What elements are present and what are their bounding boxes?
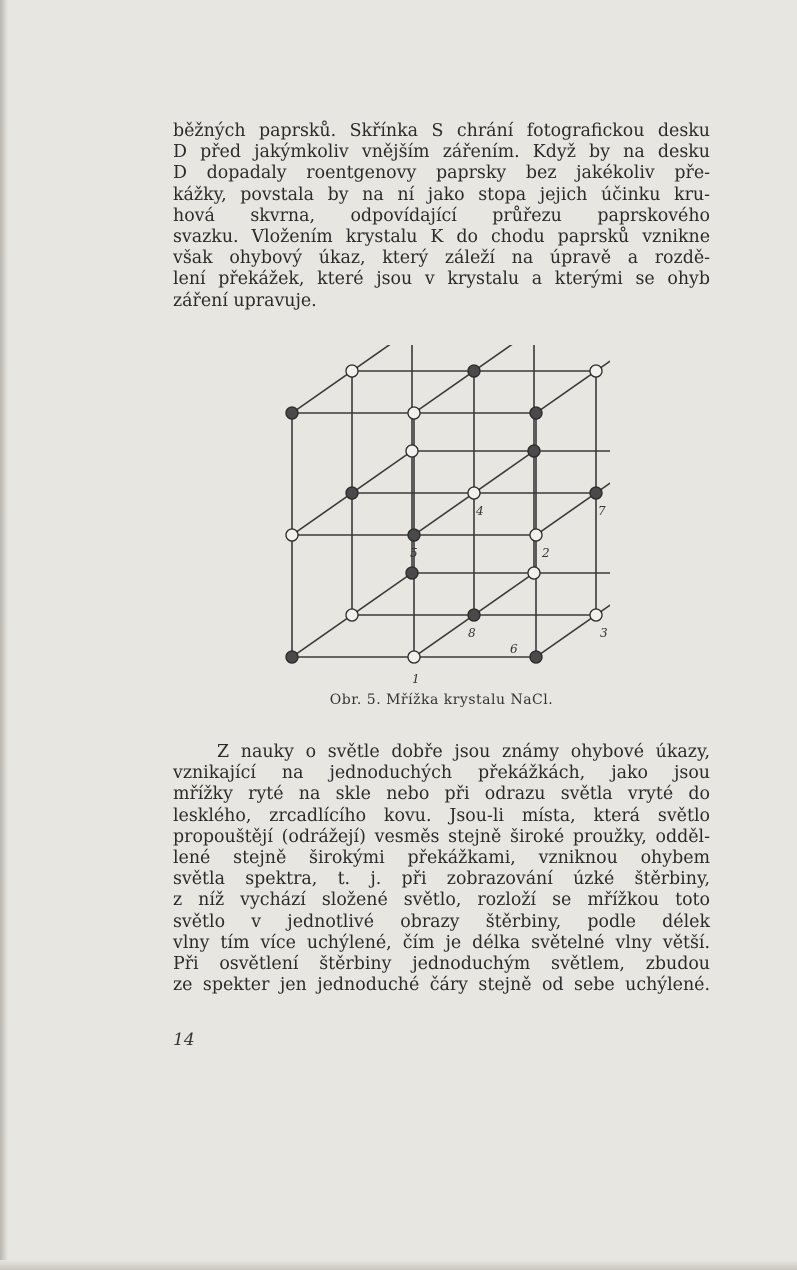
chlorine-atom: [590, 609, 602, 621]
chlorine-atom: [406, 445, 418, 457]
lattice-edge: [292, 615, 352, 657]
text-line: lené stejně širokými překážkami, vzniknou ohybem: [173, 848, 710, 869]
lattice-edge: [414, 615, 474, 657]
lattice-edge: [414, 371, 474, 413]
chlorine-atom: [286, 529, 298, 541]
text-line: mřížky ryté na skle nebo při odrazu světla vryté do: [173, 784, 710, 805]
lattice-lines: [292, 345, 610, 657]
text-line: z níž vychází složené světlo, rozloží se mřížkou toto: [173, 890, 710, 911]
sodium-atom: [286, 407, 298, 419]
lattice-edge: [474, 451, 534, 493]
lattice-edge: [292, 371, 352, 413]
nacl-lattice-figure: [280, 345, 610, 685]
atom-label: 4: [476, 504, 484, 518]
chlorine-atom: [468, 487, 480, 499]
atom-label: 3: [600, 626, 608, 640]
sodium-atom: [406, 567, 418, 579]
lattice-edge: [536, 371, 596, 413]
text-line: záření upravuje.: [173, 290, 317, 311]
atom-label: 8: [468, 626, 476, 640]
sodium-atom: [286, 651, 298, 663]
text-line: vlny tím více uchýlené, čím je délka světelné vlny větší.: [173, 932, 710, 953]
text-line: hová skvrna, odpovídající průřezu paprskového: [173, 205, 710, 226]
sodium-atom: [346, 487, 358, 499]
sodium-atom: [590, 487, 602, 499]
text-line: lesklého, zrcadlícího kovu. Jsou-li místa, která světlo: [173, 805, 710, 826]
text-line: propouštějí (odrážejí) vesměs stejně široké proužky, odděl-: [173, 826, 710, 847]
text-line: kážky, povstala by na ní jako stopa jejich účinku kru-: [173, 184, 710, 205]
lattice-edge: [352, 345, 412, 371]
text-line: D dopadaly roentgenovy paprsky bez jakékoliv pře-: [173, 163, 710, 184]
paragraph-2: [173, 742, 710, 996]
atom-label: 2: [542, 546, 550, 560]
paragraph-1: [173, 121, 710, 312]
text-line: Z nauky o světle dobře jsou známy ohybové úkazy,: [217, 742, 710, 762]
sodium-atom: [530, 407, 542, 419]
text-line: Při osvětlení štěrbiny jednoduchým světlem, zbudou: [173, 954, 710, 975]
chlorine-atom: [346, 609, 358, 621]
text-line: běžných paprsků. Skřínka S chrání fotografickou desku: [173, 121, 710, 141]
text-line: však ohybový úkaz, který záleží na úpravě a rozdě-: [173, 248, 710, 269]
page-edge-bottom: [0, 1260, 797, 1270]
sodium-atom: [408, 529, 420, 541]
chlorine-atom: [530, 529, 542, 541]
lattice-edge: [352, 451, 412, 493]
text-line: lení překážek, které jsou v krystalu a kterými se ohyb: [173, 269, 710, 290]
page-edge: [0, 0, 8, 1270]
chlorine-atom: [346, 365, 358, 377]
text-line: svazku. Vložením krystalu K do chodu paprsků vznikne: [173, 227, 710, 248]
atom-label: 5: [410, 546, 418, 560]
text-line: světlo v jednotlivé obrazy štěrbiny, podle délek: [173, 911, 710, 932]
atom-label: 1: [412, 672, 420, 685]
lattice-diagram: [280, 345, 610, 685]
atom-label: 7: [598, 504, 606, 518]
chlorine-atom: [528, 567, 540, 579]
lattice-edge: [536, 493, 596, 535]
sodium-atom: [468, 609, 480, 621]
text-line: světla spektra, t. j. při zobrazování úzké štěrbiny,: [173, 869, 710, 890]
lattice-edge: [292, 493, 352, 535]
atom-label: 6: [510, 642, 518, 656]
sodium-atom: [528, 445, 540, 457]
sodium-atom: [468, 365, 480, 377]
text-line: ze spekter jen jednoduché čáry stejně od sebe uchýlené.: [173, 975, 710, 996]
lattice-edge: [414, 493, 474, 535]
lattice-edge: [536, 615, 596, 657]
lattice-edge: [474, 345, 534, 371]
lattice-edge: [474, 573, 534, 615]
chlorine-atom: [408, 651, 420, 663]
chlorine-atom: [590, 365, 602, 377]
figure-caption: Obr. 5. Mřížka krystalu NaCl.: [329, 692, 554, 708]
lattice-edge: [352, 573, 412, 615]
page-number: 14: [173, 1030, 195, 1050]
text-line: vznikající na jednoduchých překážkách, jako jsou: [173, 763, 710, 784]
sodium-atom: [530, 651, 542, 663]
chlorine-atom: [408, 407, 420, 419]
text-line: D před jakýmkoliv vnějším zářením. Když by na desku: [173, 142, 710, 163]
